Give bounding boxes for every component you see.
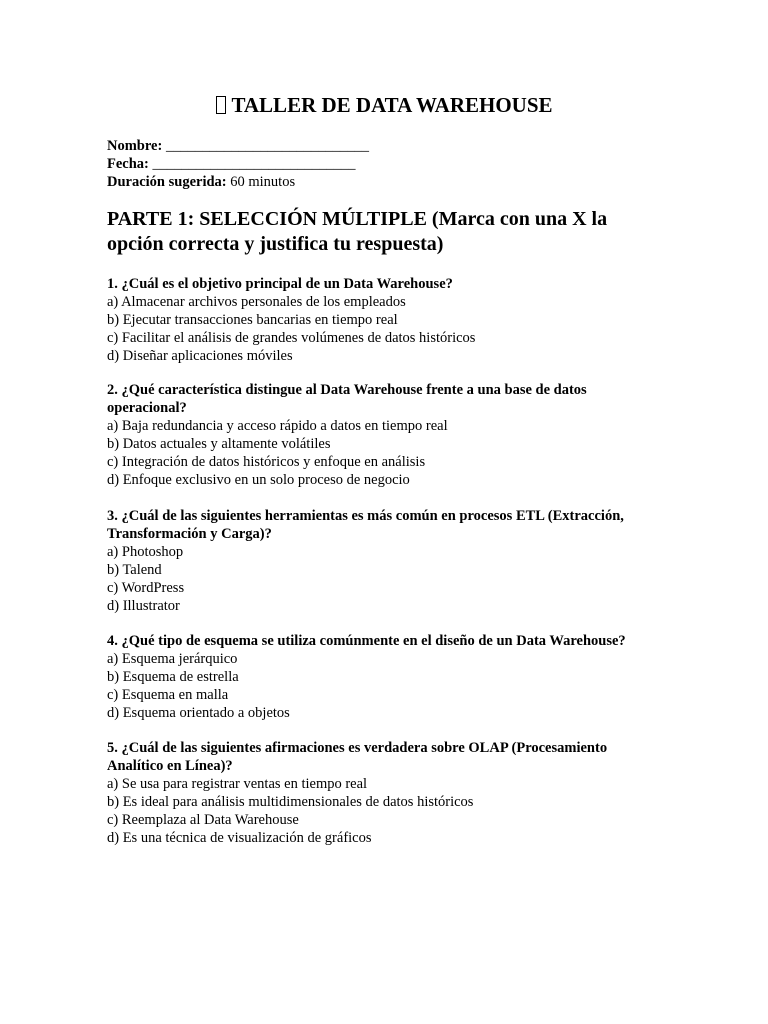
question-option: b) Esquema de estrella [107, 669, 239, 685]
question-stem: 3. ¿Cuál de las siguientes herramientas es más común en procesos ETL (Extracción, Transformación y Carga)? [107, 508, 624, 542]
document-title-text: TALLER DE DATA WAREHOUSE [231, 93, 553, 117]
question-option: a) Photoshop [107, 544, 184, 560]
question-option: d) Enfoque exclusivo en un solo proceso de negocio [107, 472, 410, 488]
question-option: b) Ejecutar transacciones bancarias en tiempo real [107, 312, 398, 328]
question-1 [107, 275, 657, 365]
question-4 [107, 632, 657, 722]
question-option: a) Esquema jerárquico [107, 651, 238, 667]
question-option: d) Es una técnica de visualización de gráficos [107, 830, 372, 846]
question-option: b) Talend [107, 562, 162, 578]
question-option: a) Baja redundancia y acceso rápido a datos en tiempo real [107, 418, 448, 434]
student-info [107, 137, 369, 191]
nombre-field [107, 137, 369, 155]
question-2 [107, 381, 657, 489]
question-5 [107, 739, 657, 847]
question-option: c) WordPress [107, 580, 185, 596]
question-option: d) Illustrator [107, 598, 180, 614]
question-stem: 4. ¿Qué tipo de esquema se utiliza comúnmente en el diseño de un Data Warehouse? [107, 633, 626, 649]
duracion-label: Duración sugerida: [107, 174, 227, 190]
question-stem: 1. ¿Cuál es el objetivo principal de un Data Warehouse? [107, 276, 453, 292]
question-stem: 2. ¿Qué característica distingue al Data Warehouse frente a una base de datos operacional? [107, 382, 587, 416]
duracion-value: 60 minutos [230, 174, 296, 190]
question-option: a) Almacenar archivos personales de los empleados [107, 294, 406, 310]
question-option: c) Reemplaza al Data Warehouse [107, 812, 299, 828]
duracion-field [107, 173, 369, 191]
question-option: c) Facilitar el análisis de grandes volúmenes de datos históricos [107, 330, 476, 346]
question-stem: 5. ¿Cuál de las siguientes afirmaciones es verdadera sobre OLAP (Procesamiento Analítico en Línea)? [107, 740, 608, 774]
part1-heading: PARTE 1: SELECCIÓN MÚLTIPLE (Marca con una X la opción correcta y justifica tu respuesta) [107, 208, 608, 255]
question-option: a) Se usa para registrar ventas en tiempo real [107, 776, 368, 792]
question-option: d) Esquema orientado a objetos [107, 705, 290, 721]
fecha-label: Fecha: [107, 156, 149, 172]
document-title [107, 92, 662, 118]
fecha-field [107, 155, 369, 173]
question-option: c) Integración de datos históricos y enfoque en análisis [107, 454, 426, 470]
question-option: d) Diseñar aplicaciones móviles [107, 348, 293, 364]
question-option: c) Esquema en malla [107, 687, 229, 703]
nombre-label: Nombre: [107, 138, 163, 154]
nombre-line: ____________________________ [165, 138, 369, 154]
question-option: b) Datos actuales y altamente volátiles [107, 436, 331, 452]
question-3 [107, 507, 657, 615]
document-icon [216, 96, 226, 114]
fecha-line: ____________________________ [152, 156, 356, 172]
question-option: b) Es ideal para análisis multidimensionales de datos históricos [107, 794, 474, 810]
